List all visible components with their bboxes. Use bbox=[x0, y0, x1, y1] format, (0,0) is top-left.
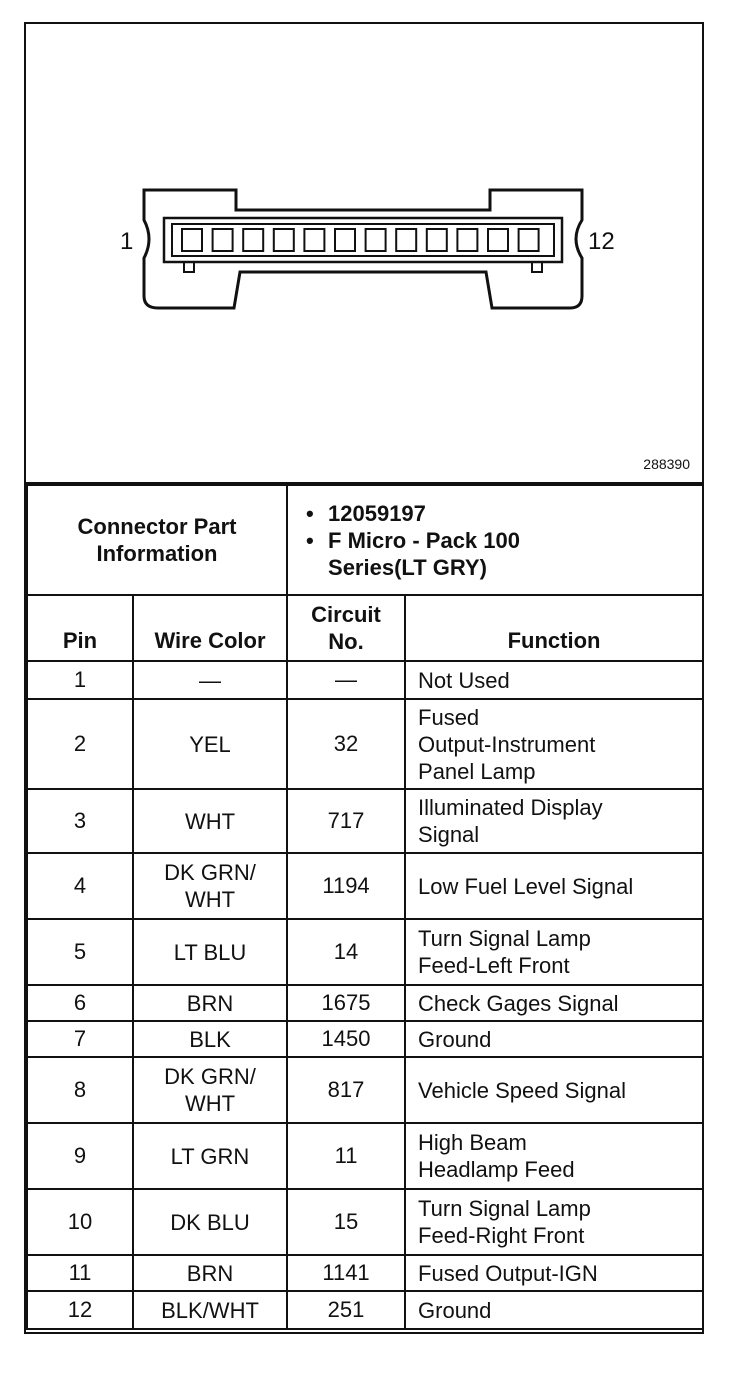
header-pin: Pin bbox=[27, 595, 133, 661]
wire-color-cell: — bbox=[133, 661, 287, 699]
function-line: Vehicle Speed Signal bbox=[418, 1077, 626, 1103]
function-cell bbox=[405, 1255, 703, 1291]
terminal-cavity-7 bbox=[366, 229, 386, 251]
terminal-cavity-12 bbox=[519, 229, 539, 251]
pin-cell: 4 bbox=[27, 853, 133, 919]
circuit-cell: 1450 bbox=[287, 1021, 405, 1057]
wire-color-cell: LT GRN bbox=[133, 1123, 287, 1189]
circuit-cell: 32 bbox=[287, 699, 405, 789]
circuit-cell: 11 bbox=[287, 1123, 405, 1189]
header-wire-color: Wire Color bbox=[133, 595, 287, 661]
pin-1-label: 1 bbox=[120, 228, 134, 255]
function-line: Fused bbox=[418, 704, 480, 730]
table-row bbox=[27, 1255, 703, 1291]
pin-cell: 6 bbox=[27, 985, 133, 1021]
function-cell bbox=[405, 1123, 703, 1189]
function-cell bbox=[405, 1021, 703, 1057]
right-tab bbox=[532, 262, 542, 272]
function-line: Output-Instrument bbox=[418, 731, 596, 757]
table-row bbox=[27, 985, 703, 1021]
wire-color-cell: YEL bbox=[133, 699, 287, 789]
left-tab bbox=[184, 262, 194, 272]
function-cell bbox=[405, 1291, 703, 1329]
wire-color-cell: BLK/WHT bbox=[133, 1291, 287, 1329]
function-line: Low Fuel Level Signal bbox=[418, 873, 634, 899]
function-line: Not Used bbox=[418, 667, 510, 693]
housing-outline bbox=[144, 190, 582, 308]
connector-diagram bbox=[26, 24, 702, 484]
pin-cell: 2 bbox=[27, 699, 133, 789]
pin-cell: 11 bbox=[27, 1255, 133, 1291]
function-line: Feed-Left Front bbox=[418, 953, 570, 978]
connector-sheet bbox=[24, 22, 704, 1334]
wire-color-cell: LT BLU bbox=[133, 919, 287, 985]
circuit-cell: 1141 bbox=[287, 1255, 405, 1291]
function-line: Illuminated Display bbox=[418, 795, 603, 820]
terminal-cavity-3 bbox=[243, 229, 263, 251]
pin-cell: 1 bbox=[27, 661, 133, 699]
function-cell bbox=[405, 661, 703, 699]
wire-color-cell: BRN bbox=[133, 985, 287, 1021]
header-function: Function bbox=[405, 595, 703, 661]
table-row bbox=[27, 1057, 703, 1123]
terminal-cavity-2 bbox=[213, 229, 233, 251]
circuit-cell: 1675 bbox=[287, 985, 405, 1021]
table-header-row bbox=[27, 595, 703, 661]
wire-color-cell: DK BLU bbox=[133, 1189, 287, 1255]
table-row bbox=[27, 699, 703, 789]
header-circuit-no: Circuit No. bbox=[287, 595, 405, 661]
wire-color-cell: DK GRN/ WHT bbox=[133, 1057, 287, 1123]
terminal-cavity-8 bbox=[396, 229, 416, 251]
terminal-cavity-4 bbox=[274, 229, 294, 251]
function-cell bbox=[405, 1189, 703, 1255]
pin-cell: 8 bbox=[27, 1057, 133, 1123]
function-line: Turn Signal Lamp bbox=[418, 1196, 591, 1221]
part-number: • 12059197 bbox=[328, 500, 692, 527]
circuit-cell: 14 bbox=[287, 919, 405, 985]
function-line: Turn Signal Lamp bbox=[418, 926, 591, 951]
pinout-table bbox=[26, 484, 704, 1330]
function-line: Feed-Right Front bbox=[418, 1223, 585, 1248]
connector-info-row bbox=[27, 485, 703, 595]
table-row bbox=[27, 1021, 703, 1057]
circuit-cell: 1194 bbox=[287, 853, 405, 919]
function-cell bbox=[405, 919, 703, 985]
table-row bbox=[27, 919, 703, 985]
table-row bbox=[27, 661, 703, 699]
pin-cell: 5 bbox=[27, 919, 133, 985]
function-cell bbox=[405, 985, 703, 1021]
pin-cell: 9 bbox=[27, 1123, 133, 1189]
terminal-cavity-5 bbox=[304, 229, 324, 251]
table-row bbox=[27, 1291, 703, 1329]
table-row bbox=[27, 853, 703, 919]
figure-reference-number: 288390 bbox=[643, 456, 690, 472]
function-line: Headlamp Feed bbox=[418, 1157, 575, 1182]
table-row bbox=[27, 1189, 703, 1255]
function-line: High Beam bbox=[418, 1130, 527, 1155]
terminal-cavity-9 bbox=[427, 229, 447, 251]
circuit-cell: — bbox=[287, 661, 405, 699]
connector-info-label: Connector Part Information bbox=[27, 485, 287, 595]
pin-12-label: 12 bbox=[588, 228, 615, 255]
function-line: Ground bbox=[418, 1297, 492, 1323]
wire-color-cell: BRN bbox=[133, 1255, 287, 1291]
pin-cell: 3 bbox=[27, 789, 133, 853]
terminal-cavity-11 bbox=[488, 229, 508, 251]
terminal-cavity-10 bbox=[457, 229, 477, 251]
circuit-cell: 15 bbox=[287, 1189, 405, 1255]
circuit-cell: 717 bbox=[287, 789, 405, 853]
function-cell bbox=[405, 789, 703, 853]
function-line: Check Gages Signal bbox=[418, 990, 619, 1016]
table-row bbox=[27, 1123, 703, 1189]
function-cell bbox=[405, 1057, 703, 1123]
circuit-cell: 817 bbox=[287, 1057, 405, 1123]
function-line: Ground bbox=[418, 1026, 492, 1052]
terminal-cavity-6 bbox=[335, 229, 355, 251]
wire-color-cell: BLK bbox=[133, 1021, 287, 1057]
terminal-cavities bbox=[182, 229, 539, 251]
function-cell bbox=[405, 853, 703, 919]
terminal-cavity-1 bbox=[182, 229, 202, 251]
connector-info-values bbox=[287, 485, 703, 595]
pin-cell: 7 bbox=[27, 1021, 133, 1057]
table-row bbox=[27, 789, 703, 853]
wire-color-cell: WHT bbox=[133, 789, 287, 853]
function-line: Signal bbox=[418, 822, 480, 847]
function-cell bbox=[405, 699, 703, 789]
function-line: Panel Lamp bbox=[418, 758, 536, 784]
function-line: Fused Output-IGN bbox=[418, 1260, 598, 1286]
wire-color-cell: DK GRN/ WHT bbox=[133, 853, 287, 919]
connector-series: • F Micro - Pack 100 Series(LT GRY) bbox=[328, 527, 692, 581]
pin-cell: 10 bbox=[27, 1189, 133, 1255]
circuit-cell: 251 bbox=[287, 1291, 405, 1329]
pin-cell: 12 bbox=[27, 1291, 133, 1329]
